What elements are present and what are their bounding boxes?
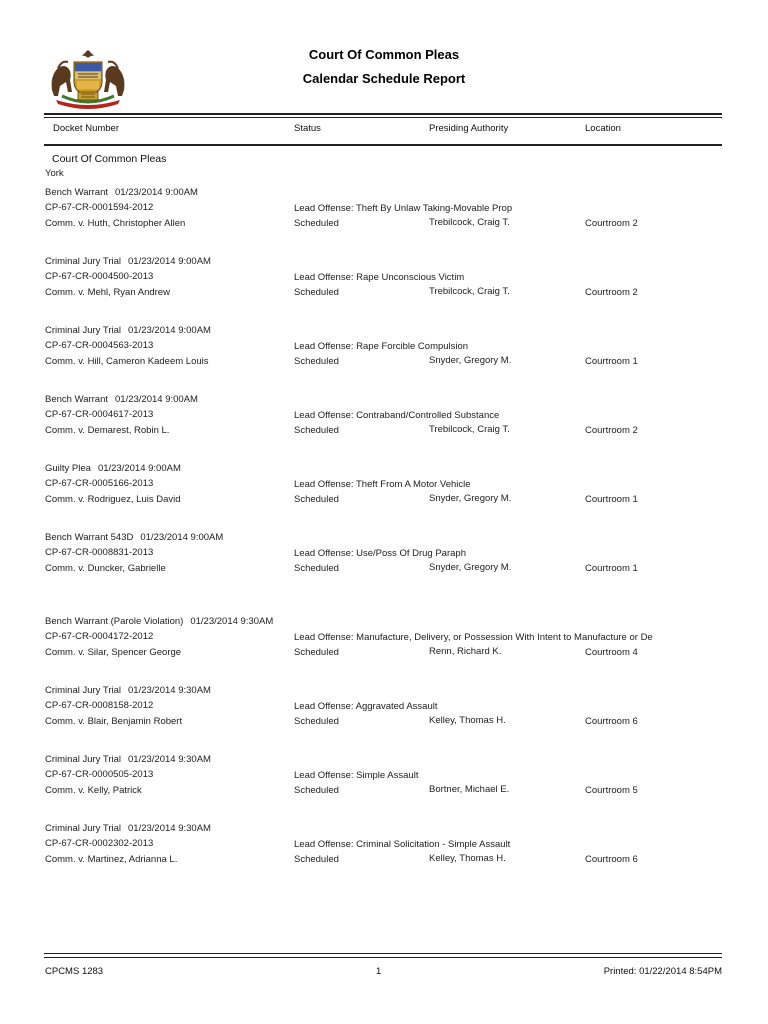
- case-event-type: Criminal Jury Trial: [45, 325, 122, 336]
- case-party-name: Comm. v. Hill, Cameron Kadeem Louis: [45, 356, 209, 367]
- case-location: Courtroom 5: [585, 785, 638, 796]
- case-docket-number: CP-67-CR-0008158-2012: [45, 700, 154, 711]
- footer-page-number: 1: [376, 966, 382, 977]
- case-entry: [0, 394, 768, 442]
- case-status: Scheduled: [294, 647, 339, 658]
- case-status: Scheduled: [294, 716, 339, 727]
- case-entry: [0, 616, 768, 664]
- case-event-datetime: 01/23/2014 9:30AM: [128, 823, 211, 834]
- case-event-line: [45, 463, 181, 474]
- case-location: Courtroom 1: [585, 563, 638, 574]
- case-party-name: Comm. v. Martinez, Adrianna L.: [45, 854, 178, 865]
- case-lead-offense: Lead Offense: Manufacture, Delivery, or Possession With Intent to Manufacture or De: [294, 632, 653, 643]
- case-event-line: [45, 685, 211, 696]
- section-county: York: [45, 168, 64, 179]
- case-docket-number: CP-67-CR-0002302-2013: [45, 838, 154, 849]
- case-event-line: [45, 754, 211, 765]
- case-lead-offense: Lead Offense: Theft By Unlaw Taking-Movable Prop: [294, 203, 513, 214]
- case-docket-number: CP-67-CR-0000505-2013: [45, 769, 154, 780]
- case-docket-number: CP-67-CR-0004172-2012: [45, 631, 154, 642]
- case-event-type: Guilty Plea: [45, 463, 91, 474]
- case-event-datetime: 01/23/2014 9:00AM: [115, 394, 198, 405]
- case-entry: [0, 685, 768, 733]
- case-presiding-authority: Snyder, Gregory M.: [429, 562, 512, 573]
- case-event-line: [45, 187, 198, 198]
- case-event-datetime: 01/23/2014 9:30AM: [128, 685, 211, 696]
- case-entry: [0, 325, 768, 373]
- case-location: Courtroom 2: [585, 425, 638, 436]
- case-status: Scheduled: [294, 425, 339, 436]
- case-status: Scheduled: [294, 785, 339, 796]
- case-docket-number: CP-67-CR-0004617-2013: [45, 409, 154, 420]
- case-entry: [0, 463, 768, 511]
- footer-printed-timestamp: Printed: 01/22/2014 8:54PM: [603, 966, 722, 977]
- case-event-type: Criminal Jury Trial: [45, 256, 122, 267]
- footer-rule-top: [44, 953, 722, 954]
- report-title-line-2: Calendar Schedule Report: [302, 71, 466, 86]
- case-status: Scheduled: [294, 563, 339, 574]
- case-lead-offense: Lead Offense: Criminal Solicitation - Simple Assault: [294, 839, 511, 850]
- case-lead-offense: Lead Offense: Use/Poss Of Drug Paraph: [294, 548, 466, 559]
- case-docket-number: CP-67-CR-0004563-2013: [45, 340, 154, 351]
- case-party-name: Comm. v. Demarest, Robin L.: [45, 425, 170, 436]
- case-status: Scheduled: [294, 854, 339, 865]
- case-event-line: [45, 616, 273, 627]
- case-location: Courtroom 6: [585, 854, 638, 865]
- column-header-status: Status: [294, 123, 321, 134]
- case-location: Courtroom 2: [585, 218, 638, 229]
- case-presiding-authority: Renn, Richard K.: [429, 646, 502, 657]
- case-lead-offense: Lead Offense: Rape Unconscious Victim: [294, 272, 465, 283]
- case-lead-offense: Lead Offense: Simple Assault: [294, 770, 419, 781]
- case-presiding-authority: Bortner, Michael E.: [429, 784, 510, 795]
- case-presiding-authority: Snyder, Gregory M.: [429, 355, 512, 366]
- case-event-datetime: 01/23/2014 9:30AM: [190, 616, 274, 627]
- case-location: Courtroom 6: [585, 716, 638, 727]
- column-header-location: Location: [585, 123, 621, 134]
- case-status: Scheduled: [294, 218, 339, 229]
- case-presiding-authority: Trebilcock, Craig T.: [429, 424, 510, 435]
- footer-rule-bottom: [44, 957, 722, 958]
- case-docket-number: CP-67-CR-0004500-2013: [45, 271, 154, 282]
- case-party-name: Comm. v. Rodriguez, Luis David: [45, 494, 181, 505]
- footer-form-id: CPCMS 1283: [45, 966, 104, 977]
- case-event-type: Bench Warrant: [45, 187, 109, 198]
- header-top-rule-thin: [44, 117, 722, 118]
- case-status: Scheduled: [294, 494, 339, 505]
- case-event-datetime: 01/23/2014 9:00AM: [115, 187, 198, 198]
- case-event-type: Bench Warrant (Parole Violation): [45, 616, 184, 627]
- case-location: Courtroom 1: [585, 356, 638, 367]
- case-entry: [0, 256, 768, 304]
- case-lead-offense: Lead Offense: Aggravated Assault: [294, 701, 438, 712]
- case-entry: [0, 754, 768, 802]
- column-header-authority: Presiding Authority: [429, 123, 509, 134]
- header-bottom-rule: [44, 144, 722, 146]
- case-docket-number: CP-67-CR-0001594-2012: [45, 202, 154, 213]
- case-event-datetime: 01/23/2014 9:30AM: [128, 754, 211, 765]
- case-status: Scheduled: [294, 356, 339, 367]
- section-court-name: Court Of Common Pleas: [52, 153, 167, 165]
- case-event-type: Bench Warrant: [45, 394, 109, 405]
- case-lead-offense: Lead Offense: Contraband/Controlled Substance: [294, 410, 500, 421]
- case-event-line: [45, 823, 211, 834]
- case-party-name: Comm. v. Silar, Spencer George: [45, 647, 182, 658]
- case-event-line: [45, 325, 211, 336]
- case-event-datetime: 01/23/2014 9:00AM: [128, 325, 211, 336]
- case-presiding-authority: Snyder, Gregory M.: [429, 493, 512, 504]
- case-event-type: Bench Warrant 543D: [45, 532, 134, 543]
- case-presiding-authority: Trebilcock, Craig T.: [429, 286, 510, 297]
- case-event-line: [45, 256, 211, 267]
- case-lead-offense: Lead Offense: Rape Forcible Compulsion: [294, 341, 469, 352]
- case-entry: [0, 823, 768, 871]
- case-presiding-authority: Kelley, Thomas H.: [429, 715, 506, 726]
- header-top-rule: [44, 113, 722, 115]
- column-header-docket: Docket Number: [53, 123, 119, 134]
- case-location: Courtroom 4: [585, 647, 638, 658]
- case-event-type: Criminal Jury Trial: [45, 754, 122, 765]
- case-status: Scheduled: [294, 287, 339, 298]
- case-location: Courtroom 1: [585, 494, 638, 505]
- case-docket-number: CP-67-CR-0008831-2013: [45, 547, 154, 558]
- case-event-datetime: 01/23/2014 9:00AM: [97, 463, 181, 474]
- case-location: Courtroom 2: [585, 287, 638, 298]
- case-entry: [0, 187, 768, 235]
- case-docket-number: CP-67-CR-0005166-2013: [45, 478, 154, 489]
- report-title-line-1: Court Of Common Pleas: [308, 47, 460, 62]
- case-event-line: [45, 394, 198, 405]
- case-party-name: Comm. v. Mehl, Ryan Andrew: [45, 287, 170, 298]
- case-event-type: Criminal Jury Trial: [45, 823, 122, 834]
- case-party-name: Comm. v. Huth, Christopher Allen: [45, 218, 186, 229]
- case-presiding-authority: Kelley, Thomas H.: [429, 853, 506, 864]
- case-event-datetime: 01/23/2014 9:00AM: [140, 532, 224, 543]
- case-party-name: Comm. v. Duncker, Gabrielle: [45, 563, 166, 574]
- case-entry: [0, 532, 768, 580]
- case-event-line: [45, 532, 223, 543]
- case-event-datetime: 01/23/2014 9:00AM: [128, 256, 211, 267]
- case-presiding-authority: Trebilcock, Craig T.: [429, 217, 510, 228]
- case-event-type: Criminal Jury Trial: [45, 685, 122, 696]
- case-party-name: Comm. v. Kelly, Patrick: [45, 785, 142, 796]
- case-party-name: Comm. v. Blair, Benjamin Robert: [45, 716, 183, 727]
- case-lead-offense: Lead Offense: Theft From A Motor Vehicle: [294, 479, 471, 490]
